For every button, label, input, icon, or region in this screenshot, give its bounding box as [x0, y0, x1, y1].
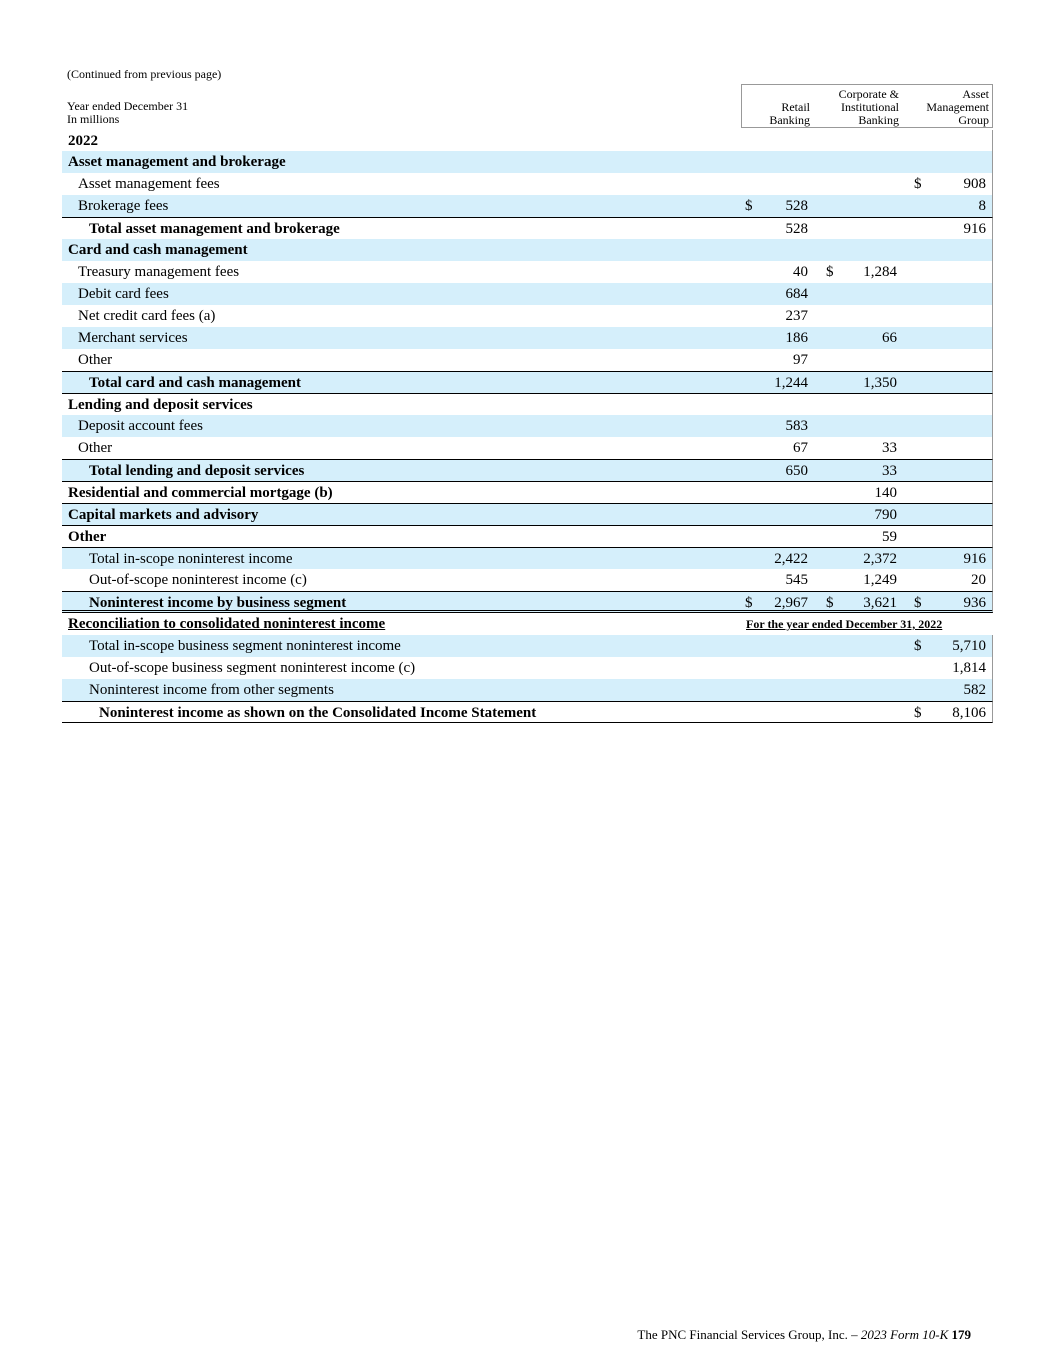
amg-value: 916 [963, 221, 986, 237]
retail-value: 2,967 [774, 595, 808, 611]
row-label: Noninterest income by business segment [89, 595, 347, 611]
page-footer [637, 1327, 971, 1343]
col-header-cib-line2: Institutional [841, 100, 899, 114]
col-header-amg-line2: Management [926, 100, 989, 114]
reconciliation-row [62, 701, 993, 723]
row-label: Other [68, 529, 107, 545]
reconciliation-row [62, 635, 993, 657]
row-label: Merchant services [78, 330, 188, 346]
amg-value: 916 [963, 551, 986, 567]
cib-value: 1,249 [863, 572, 897, 588]
retail-value: 545 [785, 572, 808, 588]
row-label: Net credit card fees (a) [78, 308, 216, 324]
total-value: 8,106 [952, 705, 986, 721]
row-label: Treasury management fees [78, 264, 240, 280]
col-header-retail-line1: Retail [781, 100, 810, 114]
units-label: In millions [67, 112, 120, 126]
col-header-cib [812, 88, 899, 127]
cib-value: 33 [882, 440, 897, 456]
row-label: Out-of-scope noninterest income (c) [89, 572, 307, 588]
segment-income-table [62, 130, 993, 723]
cib-value: 59 [882, 529, 897, 545]
total-value: 582 [963, 682, 986, 698]
retail-value: 528 [785, 198, 808, 214]
table-row [62, 437, 993, 459]
retail-value: 67 [793, 440, 808, 456]
amg-value: 20 [971, 572, 986, 588]
table-row [62, 459, 993, 481]
reconciliation-row [62, 657, 993, 679]
retail-value: 40 [793, 264, 808, 280]
dollar-sign: $ [914, 595, 922, 611]
row-label: Lending and deposit services [68, 397, 253, 413]
cib-value: 33 [882, 463, 897, 479]
retail-value: 650 [785, 463, 808, 479]
reconciliation-header-row [62, 613, 993, 635]
cib-value: 1,350 [863, 375, 897, 391]
table-row [62, 217, 993, 239]
dollar-sign: $ [914, 638, 922, 654]
continued-note: (Continued from previous page) [67, 67, 222, 81]
col-header-retail-line2: Banking [769, 113, 810, 127]
dollar-sign: $ [745, 595, 753, 611]
footer-form: 2023 Form 10-K [860, 1327, 949, 1342]
reconciliation-row [62, 679, 993, 701]
col-header-cib-line1: Corporate & [838, 87, 899, 101]
retail-value: 528 [785, 221, 808, 237]
row-label: Residential and commercial mortgage (b) [68, 485, 333, 501]
col-header-cib-line3: Banking [858, 113, 899, 127]
row-label: Asset management fees [78, 176, 220, 192]
year-row [62, 130, 993, 151]
amg-value: 936 [963, 595, 986, 611]
dollar-sign: $ [826, 264, 834, 280]
table-row [62, 503, 993, 525]
row-label: Total lending and deposit services [89, 463, 305, 479]
table-row [62, 481, 993, 503]
row-label: Total asset management and brokerage [89, 221, 340, 237]
table-row [62, 591, 993, 613]
table-row [62, 173, 993, 195]
retail-value: 237 [785, 308, 808, 324]
cib-value: 3,621 [863, 595, 897, 611]
footer-page-number: 179 [951, 1327, 971, 1342]
retail-value: 97 [793, 352, 808, 368]
reconciliation-title: Reconciliation to consolidated noninterest income [68, 616, 386, 632]
table-row [62, 305, 993, 327]
dollar-sign: $ [745, 198, 753, 214]
row-label: Other [78, 440, 113, 456]
row-label: Brokerage fees [78, 198, 169, 214]
cib-value: 790 [874, 507, 897, 523]
row-label: Total in-scope business segment noninterest income [89, 638, 401, 654]
total-value: 5,710 [952, 638, 986, 654]
dollar-sign: $ [914, 705, 922, 721]
col-header-amg [903, 88, 989, 127]
table-row [62, 393, 993, 415]
table-row [62, 547, 993, 569]
row-label: Noninterest income as shown on the Consolidated Income Statement [99, 705, 537, 721]
retail-value: 583 [785, 418, 808, 434]
col-header-amg-line1: Asset [962, 87, 989, 101]
row-label: Total in-scope noninterest income [89, 551, 293, 567]
table-row [62, 569, 993, 591]
retail-value: 684 [785, 286, 808, 302]
col-header-amg-line3: Group [958, 113, 989, 127]
row-label: Out-of-scope business segment noninterest income (c) [89, 660, 416, 676]
cib-value: 1,284 [863, 264, 897, 280]
table-row [62, 261, 993, 283]
dollar-sign: $ [914, 176, 922, 192]
row-label: Debit card fees [78, 286, 169, 302]
row-label: Other [78, 352, 113, 368]
table-row [62, 327, 993, 349]
cib-value: 66 [882, 330, 897, 346]
table-row [62, 349, 993, 371]
col-header-retail [741, 101, 810, 127]
cib-value: 2,372 [863, 551, 897, 567]
table-row [62, 525, 993, 547]
total-value: 1,814 [952, 660, 986, 676]
table-row [62, 371, 993, 393]
footer-company: The PNC Financial Services Group, Inc. – [637, 1327, 858, 1342]
year-label: Year ended December 31 [67, 99, 189, 113]
row-label: Card and cash management [68, 242, 248, 258]
table-row [62, 415, 993, 437]
row-label: Total card and cash management [89, 375, 301, 391]
retail-value: 186 [785, 330, 808, 346]
retail-value: 2,422 [774, 551, 808, 567]
table-row [62, 151, 993, 173]
table-row [62, 239, 993, 261]
row-label: Deposit account fees [78, 418, 203, 434]
year-label: 2022 [68, 133, 98, 149]
table-row [62, 283, 993, 305]
row-label: Capital markets and advisory [68, 507, 259, 523]
table-row [62, 195, 993, 217]
row-label: Noninterest income from other segments [89, 682, 334, 698]
row-label: Asset management and brokerage [68, 154, 286, 170]
cib-value: 140 [874, 485, 897, 501]
dollar-sign: $ [826, 595, 834, 611]
retail-value: 1,244 [774, 375, 808, 391]
amg-value: 8 [978, 198, 986, 214]
reconciliation-period-label: For the year ended December 31, 2022 [746, 617, 943, 631]
amg-value: 908 [963, 176, 986, 192]
